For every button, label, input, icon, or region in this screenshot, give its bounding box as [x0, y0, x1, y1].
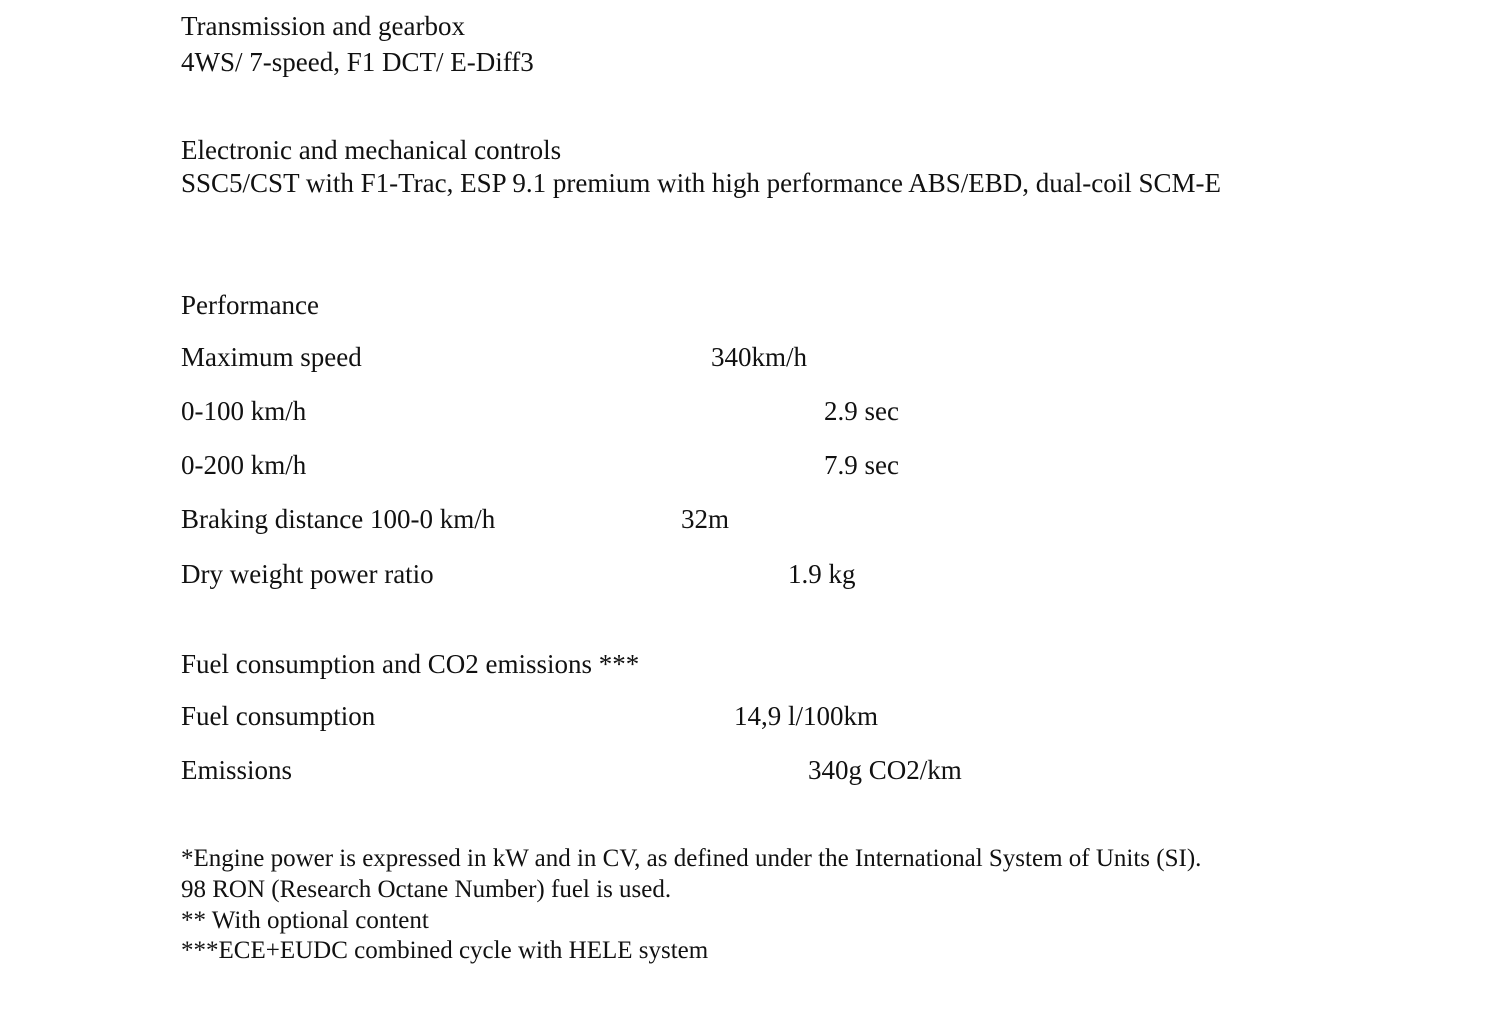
- fuel-label-consumption: Fuel consumption: [181, 701, 376, 731]
- fuel-heading: Fuel consumption and CO2 emissions ***: [181, 649, 640, 679]
- footnote-ron-fuel: 98 RON (Research Octane Number) fuel is used.: [181, 876, 672, 903]
- perf-value-power-ratio: 1.9 kg: [788, 559, 856, 589]
- controls-heading: Electronic and mechanical controls: [181, 135, 562, 165]
- perf-label-power-ratio: Dry weight power ratio: [181, 559, 434, 589]
- transmission-heading: Transmission and gearbox: [181, 11, 465, 41]
- fuel-value-consumption: 14,9 l/100km: [734, 701, 879, 731]
- perf-value-braking: 32m: [681, 504, 730, 534]
- fuel-label-emissions: Emissions: [181, 755, 293, 785]
- perf-label-max-speed: Maximum speed: [181, 342, 362, 372]
- perf-label-braking: Braking distance 100-0 km/h: [181, 504, 496, 534]
- footnote-engine-power: *Engine power is expressed in kW and in CV, as defined under the International System of Units (SI).: [181, 845, 1202, 872]
- fuel-value-emissions: 340g CO2/km: [808, 755, 962, 785]
- perf-label-0-200: 0-200 km/h: [181, 450, 307, 480]
- perf-value-0-200: 7.9 sec: [824, 450, 899, 480]
- perf-value-0-100: 2.9 sec: [824, 396, 899, 426]
- controls-value: SSC5/CST with F1-Trac, ESP 9.1 premium with high performance ABS/EBD, dual-coil SCM-E: [181, 168, 1222, 198]
- footnote-combined-cycle: ***ECE+EUDC combined cycle with HELE system: [181, 937, 709, 964]
- footnote-optional-content: ** With optional content: [181, 907, 429, 934]
- performance-heading: Performance: [181, 290, 319, 320]
- transmission-value: 4WS/ 7-speed, F1 DCT/ E-Diff3: [181, 47, 534, 77]
- perf-value-max-speed: 340km/h: [711, 342, 808, 372]
- perf-label-0-100: 0-100 km/h: [181, 396, 307, 426]
